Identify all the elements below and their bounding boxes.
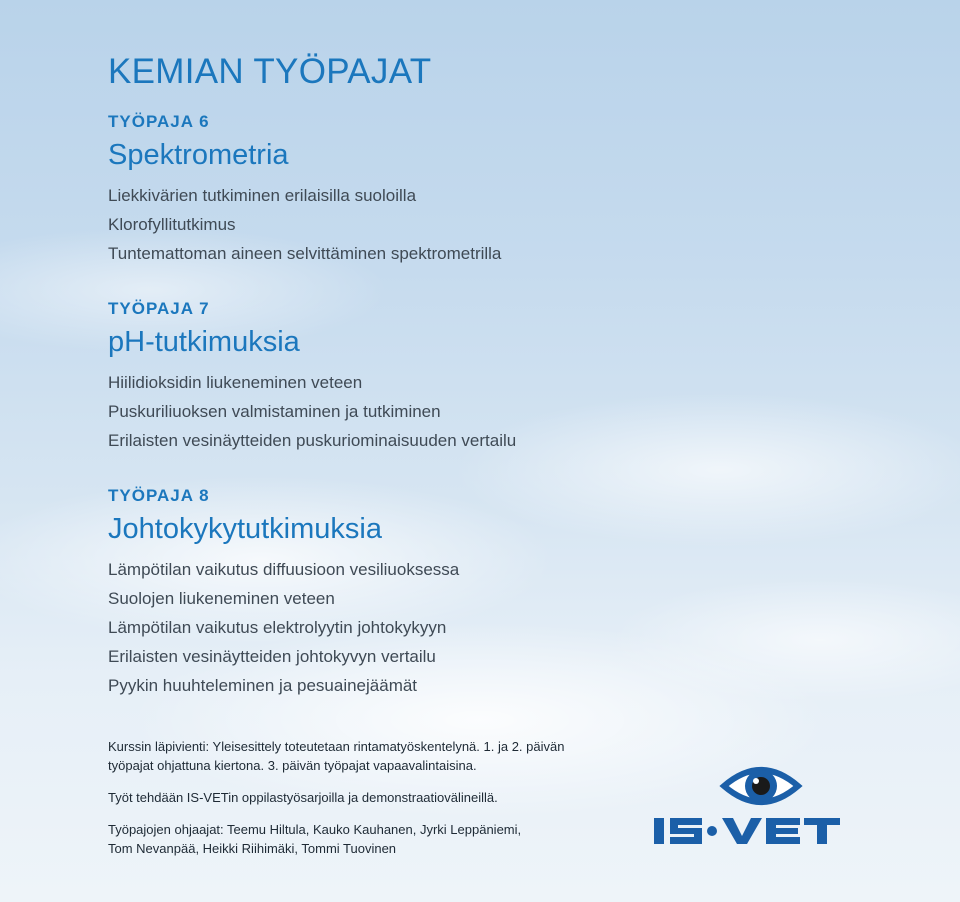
list-item: Suolojen liukeneminen veteen xyxy=(108,589,335,608)
workshop-6-section xyxy=(108,112,928,268)
list-item: Erilaisten vesinäytteiden johtokyvyn vertailu xyxy=(108,647,436,666)
list-item: Tuntemattoman aineen selvittäminen spektrometrilla xyxy=(108,244,502,263)
workshop-6-kicker: TYÖPAJA 6 xyxy=(108,112,210,131)
workshop-8-title: Johtokykytutkimuksia xyxy=(108,513,382,545)
course-info xyxy=(108,737,668,775)
list-item: Pyykin huuhteleminen ja pesuainejäämät xyxy=(108,676,418,695)
course-info-line-2: työpajat ohjattuna kiertona. 3. päivän työpajat vapaavalintaisina. xyxy=(108,758,477,773)
list-item: Hiilidioksidin liukeneminen veteen xyxy=(108,373,363,392)
workshop-7-section xyxy=(108,299,928,455)
workshop-8-kicker: TYÖPAJA 8 xyxy=(108,486,210,505)
list-item: Puskuriliuoksen valmistaminen ja tutkiminen xyxy=(108,402,441,421)
equipment-info: Työt tehdään IS-VETin oppilastyösarjoilla ja demonstraatiovälineillä. xyxy=(108,790,498,805)
is-vet-logo xyxy=(652,760,870,848)
eye-icon xyxy=(652,760,870,848)
list-item: Liekkivärien tutkiminen erilaisilla suoloilla xyxy=(108,186,417,205)
workshop-7-list xyxy=(108,368,928,455)
workshop-6-title: Spektrometria xyxy=(108,139,289,171)
list-item: Erilaisten vesinäytteiden puskuriominaisuuden vertailu xyxy=(108,431,517,450)
workshop-7-title: pH-tutkimuksia xyxy=(108,326,300,358)
workshop-6-list xyxy=(108,181,928,268)
list-item: Klorofyllitutkimus xyxy=(108,215,236,234)
list-item: Lämpötilan vaikutus elektrolyytin johtokykyyn xyxy=(108,618,447,637)
workshop-7-kicker: TYÖPAJA 7 xyxy=(108,299,210,318)
instructors-line-1: Työpajojen ohjaajat: Teemu Hiltula, Kauko Kauhanen, Jyrki Leppäniemi, xyxy=(108,822,522,837)
instructors-line-2: Tom Nevanpää, Heikki Riihimäki, Tommi Tuovinen xyxy=(108,841,397,856)
footer-info xyxy=(108,737,668,871)
workshop-8-list xyxy=(108,555,928,700)
list-item: Lämpötilan vaikutus diffuusioon vesiliuoksessa xyxy=(108,560,460,579)
course-info-line-1: Kurssin läpivienti: Yleisesittely toteutetaan rintamatyöskentelynä. 1. ja 2. päivän xyxy=(108,739,565,754)
page-title: KEMIAN TYÖPAJAT xyxy=(108,52,432,91)
instructors-info xyxy=(108,820,668,858)
workshop-8-section xyxy=(108,486,928,700)
